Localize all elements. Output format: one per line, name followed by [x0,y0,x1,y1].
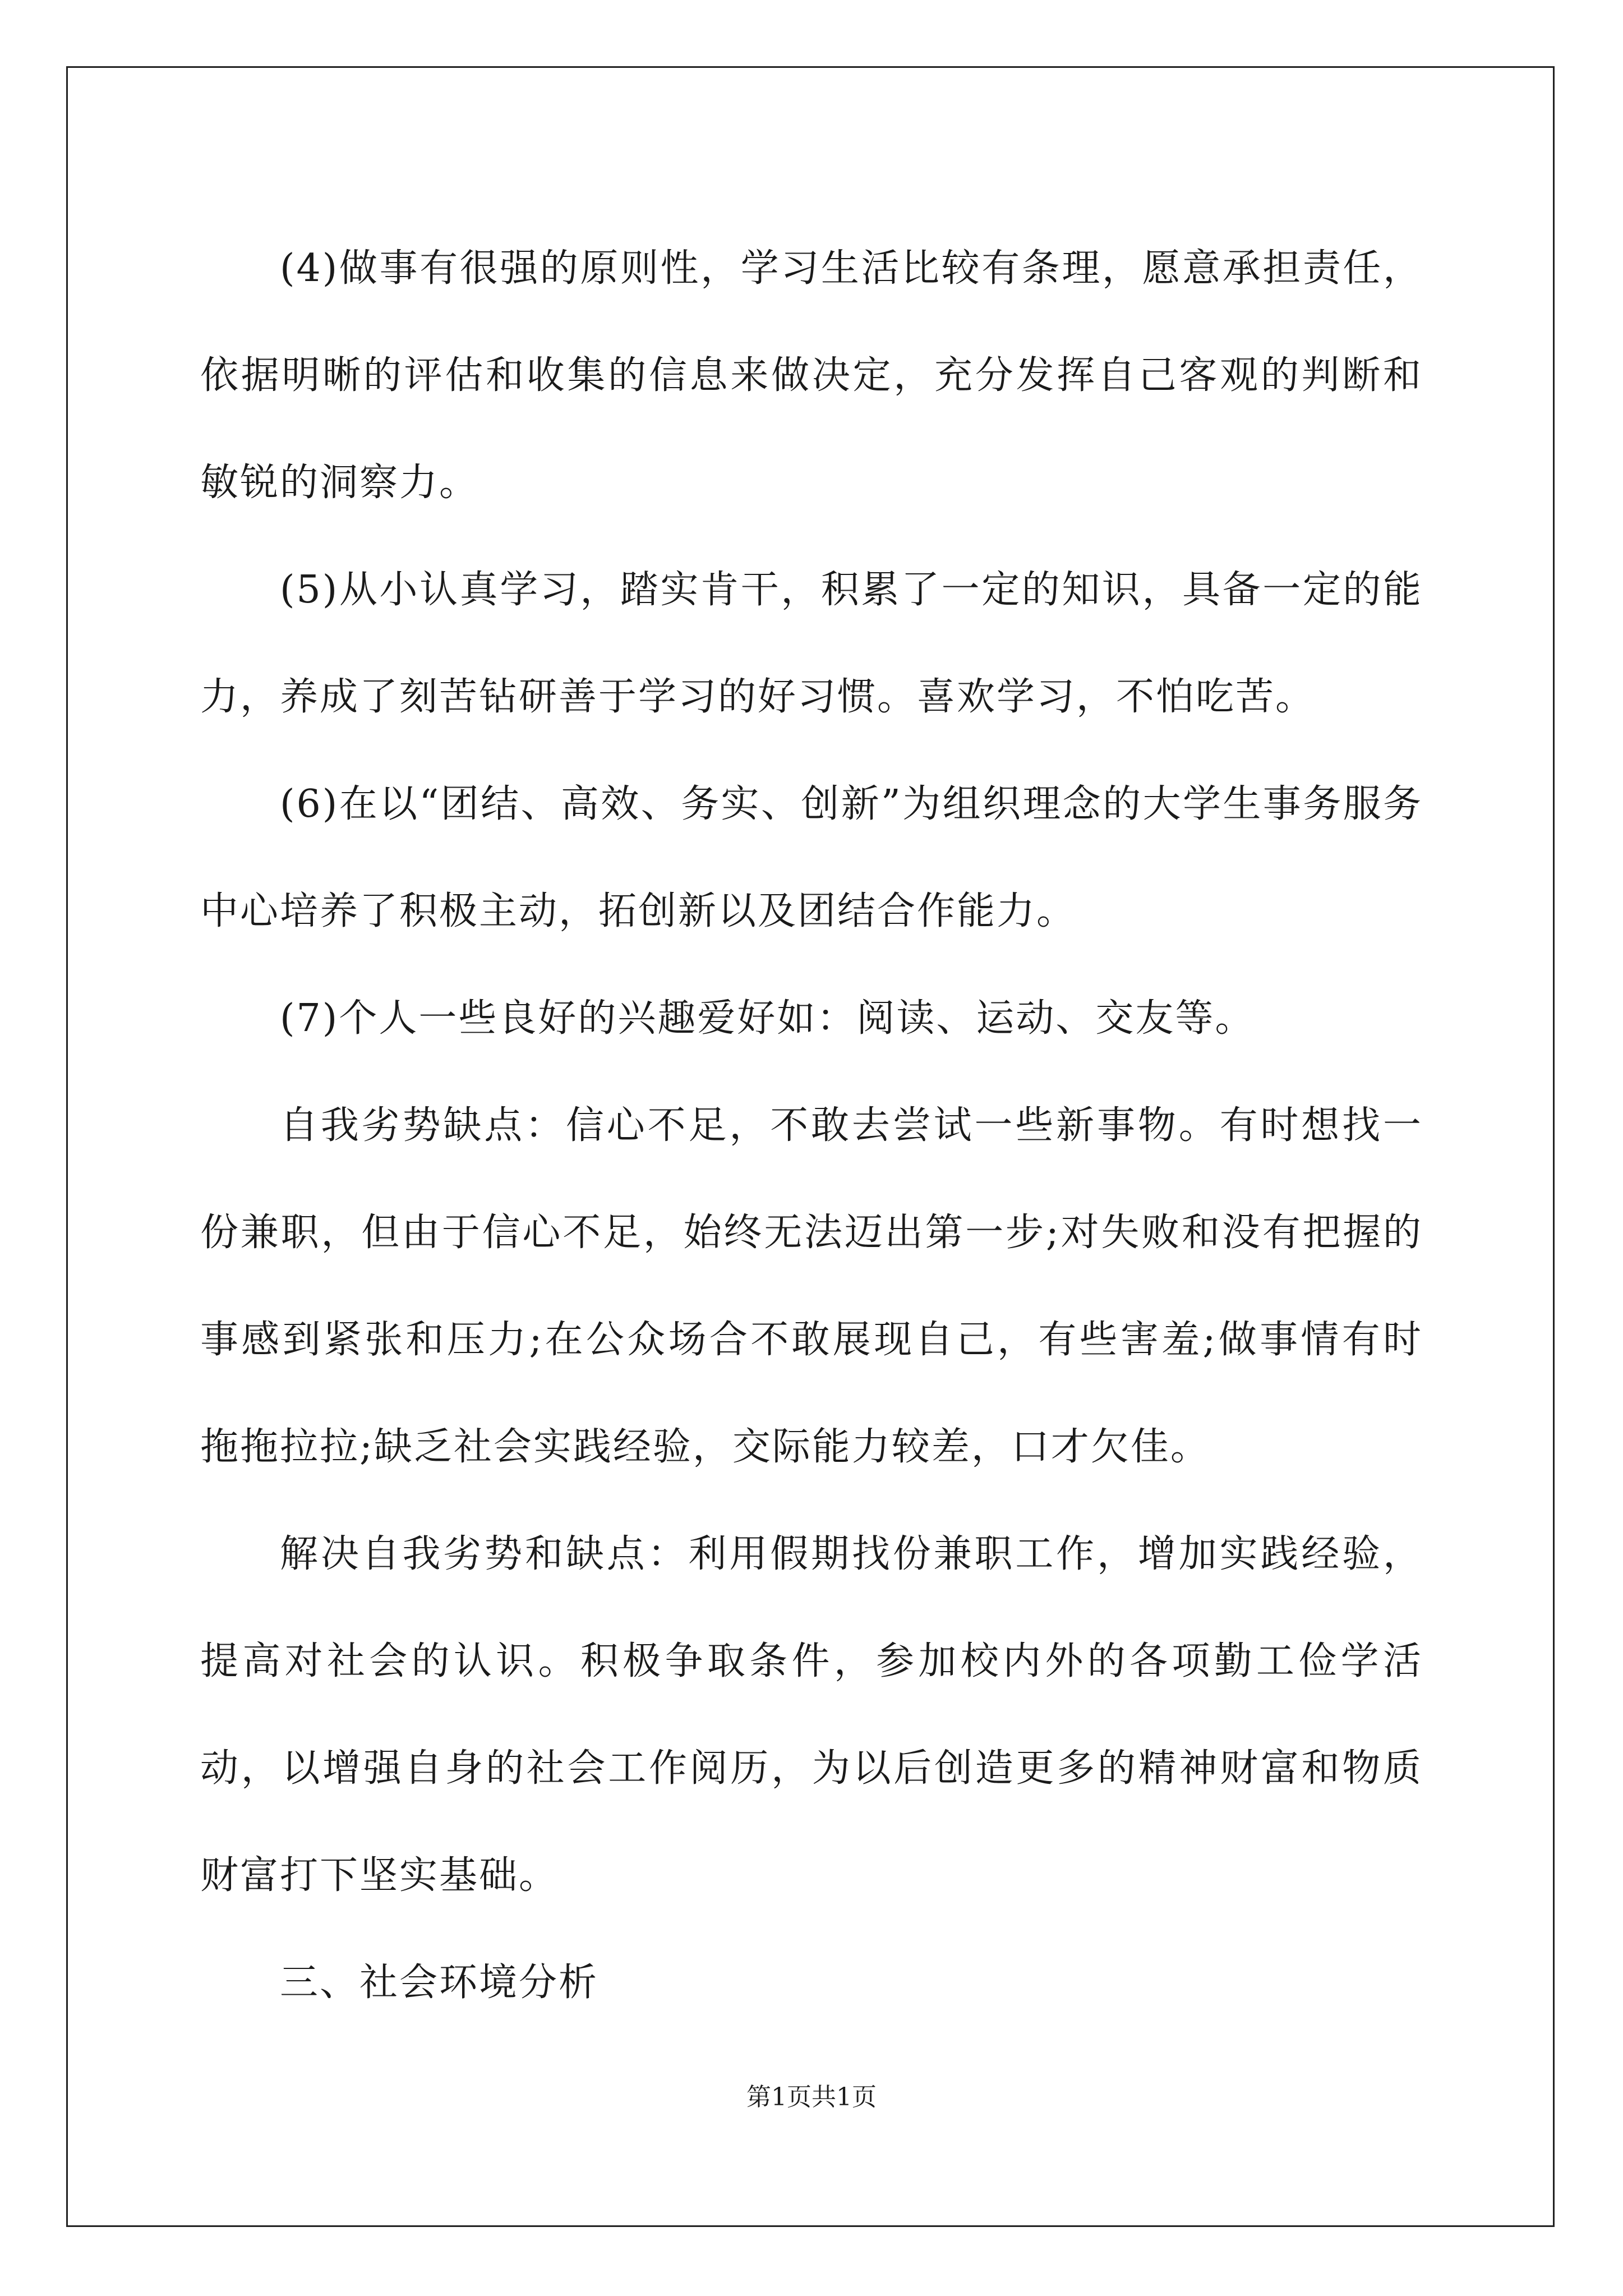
page-footer [0,2077,1623,2113]
paragraph-weaknesses: 自我劣势缺点：信心不足，不敢去尝试一些新事物。有时想找一份兼职，但由于信心不足，始终无法迈出第一步;对失败和没有把握的事感到紧张和压力;在公众场合不敢展现自己，有些害羞;做事情有时拖拖拉拉;缺乏社会实践经验，交际能力较差，口才欠佳。 [200,1103,1423,1469]
page-number: 第1页 [746,2083,811,2111]
paragraph-strength-7: (7)个人一些良好的兴趣爱好如：阅读、运动、交友等。 [280,996,1255,1041]
paragraph-solutions: 解决自我劣势和缺点：利用假期找份兼职工作，增加实践经验，提高对社会的认识。积极争取条件，参加校内外的各项勤工俭学活动，以增强自身的社会工作阅历，为以后创造更多的精神财富和物质财富打下坚实基础。 [200,1532,1423,1898]
paragraph-strength-4: (4)做事有很强的原则性，学习生活比较有条理，愿意承担责任，依据明晰的评估和收集的信息来做决定，充分发挥自己客观的判断和敏锐的洞察力。 [200,246,1423,505]
page-total: 共1页 [811,2083,877,2111]
section-heading-social-environment: 三、社会环境分析 [280,1961,599,2005]
paragraph-strength-6: (6)在以“团结、高效、务实、创新”为组织理念的大学生事务服务中心培养了积极主动，拓创新以及团结合作能力。 [200,782,1423,933]
document-body [200,215,1423,2036]
paragraph-strength-5: (5)从小认真学习，踏实肯干，积累了一定的知识，具备一定的能力，养成了刻苦钻研善于学习的好习惯。喜欢学习，不怕吃苦。 [200,568,1423,719]
